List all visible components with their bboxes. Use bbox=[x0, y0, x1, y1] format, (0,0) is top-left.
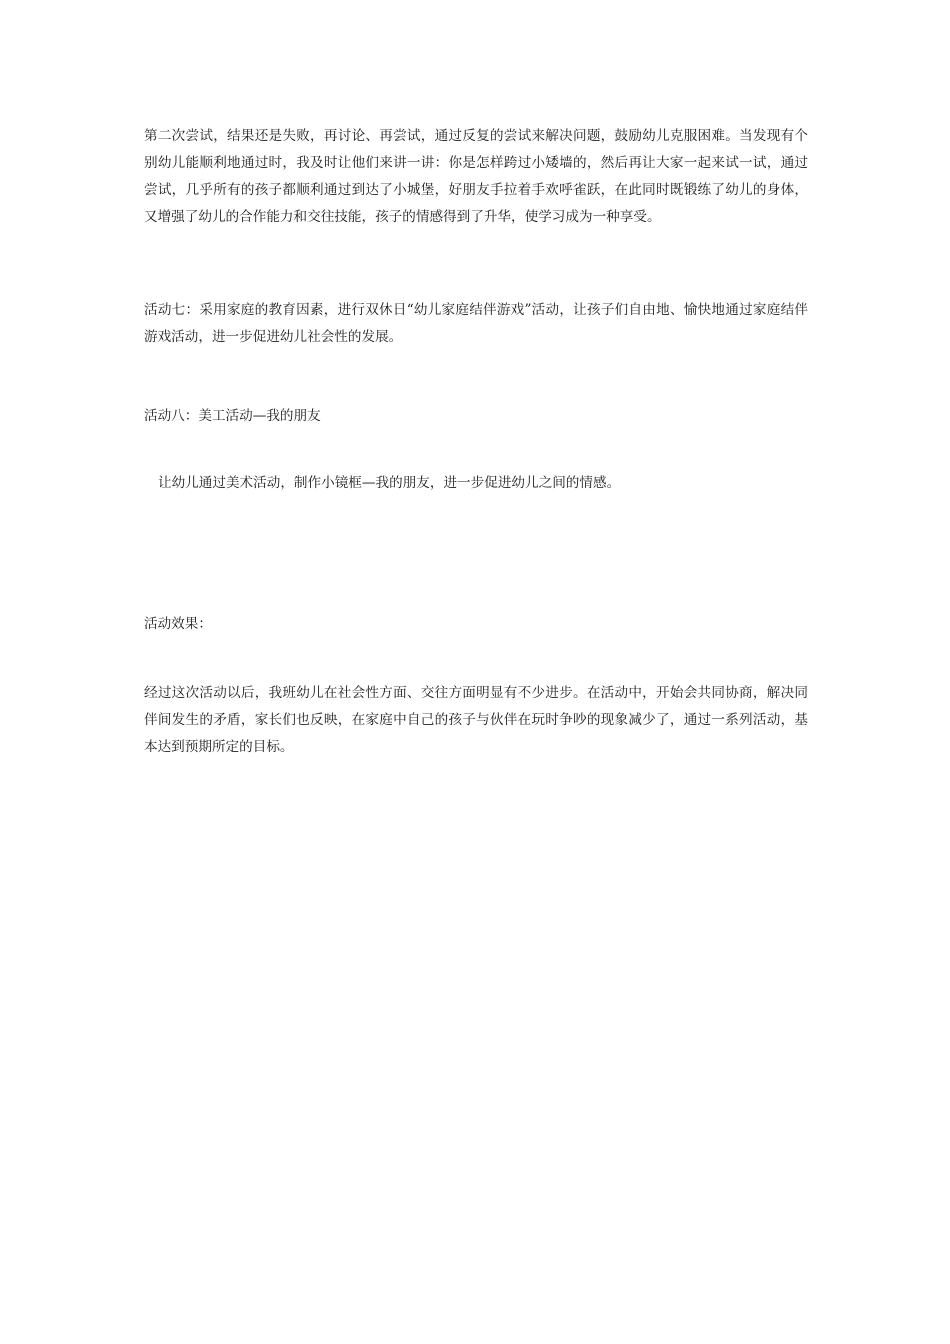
paragraph-activity-seven: 活动七：采用家庭的教育因素，进行双休日“幼儿家庭结伴游戏”活动，让孩子们自由地、愉快地通过家庭结伴游戏活动，进一步促进幼儿社会性的发展。 bbox=[144, 302, 808, 345]
paragraph-activity-eight-detail: 让幼儿通过美术活动，制作小镜框—我的朋友，进一步促进幼儿之间的情感。 bbox=[158, 475, 621, 491]
heading-activity-eight: 活动八：美工活动—我的朋友 bbox=[144, 408, 321, 424]
heading-activity-effect: 活动效果： bbox=[144, 616, 212, 632]
paragraph-second-attempt: 第二次尝试，结果还是失败，再讨论、再尝试，通过反复的尝试来解决问题，鼓励幼儿克服困难。当发现有个别幼儿能顺利地通过时，我及时让他们来讲一讲：你是怎样跨过小矮墙的，然后再让大家一起来试一试，通过尝试，几乎所有的孩子都顺利通过到达了小城堡，好朋友手拉着手欢呼雀跃，在此同时既锻练了幼儿的身体，又增强了幼儿的合作能力和交往技能，孩子的情感得到了升华，使学习成为一种享受。 bbox=[144, 128, 808, 225]
paragraph-activity-effect: 经过这次活动以后，我班幼儿在社会性方面、交往方面明显有不少进步。在活动中，开始会共同协商，解决同伴间发生的矛盾，家长们也反映，在家庭中自己的孩子与伙伴在玩时争吵的现象减少了，通过一系列活动，基本达到预期所定的目标。 bbox=[144, 685, 808, 755]
